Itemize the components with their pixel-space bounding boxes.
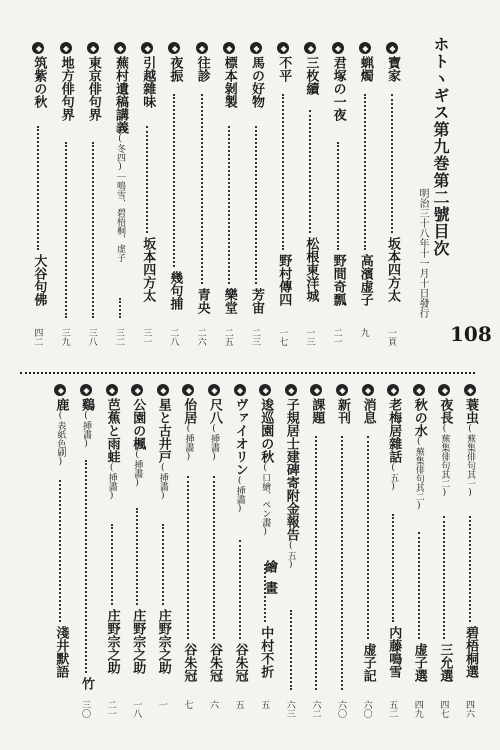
entry-author: 芳宙 xyxy=(249,288,264,314)
entry-author: 虚子記 xyxy=(360,643,376,682)
bullet-icon: ◆ xyxy=(261,385,271,395)
bullet-icon: ◆ xyxy=(389,385,399,395)
entry-title: 消息 xyxy=(360,398,376,424)
entry-title: 標本剝製 xyxy=(221,56,237,108)
entry-author: 大谷句佛 xyxy=(31,254,47,306)
entry-title: 馬の好物 xyxy=(249,56,264,108)
toc-entry xyxy=(334,384,352,724)
entry-page: 六三 xyxy=(284,700,295,718)
entry-page: 一八 xyxy=(131,700,142,718)
leader-dots xyxy=(290,610,292,690)
leader-dots xyxy=(85,460,87,673)
entry-title: 夜長 xyxy=(437,398,453,424)
entry-author: 竹 xyxy=(79,677,94,690)
entry-page: 五二 xyxy=(387,700,398,718)
toc-entry xyxy=(248,42,266,352)
entry-title: 老梅居雜話 xyxy=(386,398,402,463)
issue-date: 明治三十八年十一月十日發行 xyxy=(417,188,428,318)
toc-entry xyxy=(436,384,454,724)
entry-author: 虚子選 xyxy=(411,643,427,682)
entry-note: (口繪、ペン畵) xyxy=(260,463,271,537)
entry-page: 六〇 xyxy=(361,700,372,718)
entry-page: 三二 xyxy=(114,328,124,346)
entry-page: 二一 xyxy=(331,328,342,346)
entry-page: 一三 xyxy=(304,328,315,346)
toc-entry xyxy=(330,42,348,352)
bullet-icon: ◆ xyxy=(143,43,153,53)
bullet-icon: ◆ xyxy=(306,43,316,53)
illustrations-label: 繪畫 xyxy=(262,560,277,602)
bullet-icon: ◆ xyxy=(34,43,44,53)
toc-entry xyxy=(221,42,239,352)
entry-page: 四七 xyxy=(438,700,449,718)
entry-author: 碧梧桐選 xyxy=(463,626,478,678)
entry-title: 東京俳句界 xyxy=(85,56,101,121)
leader-dots xyxy=(201,94,203,284)
bullet-icon: ◆ xyxy=(235,385,245,395)
leader-dots xyxy=(119,298,121,318)
leader-dots xyxy=(37,126,39,250)
toc-entry xyxy=(129,384,147,724)
entry-page: 六二 xyxy=(310,700,321,718)
entry-note: (蕪集俳句其一) xyxy=(465,424,475,498)
entry-page: 三九 xyxy=(59,328,70,346)
toc-entry xyxy=(302,42,320,352)
entry-title: 秋の水 xyxy=(411,398,427,437)
leader-dots xyxy=(469,516,471,622)
toc-entry xyxy=(283,384,301,724)
entry-note: (挿畵) xyxy=(81,411,91,449)
entry-author: 樂堂 xyxy=(221,288,237,314)
entry-page: 一七 xyxy=(277,328,288,346)
entry-page: 七 xyxy=(182,700,193,709)
entry-note: (五) xyxy=(285,541,296,570)
bullet-icon: ◆ xyxy=(388,43,397,53)
entry-note: (挿畵) xyxy=(132,450,143,488)
entry-title: 星と古井戸 xyxy=(155,398,171,463)
entry-title: 蕪村遺稿講義 xyxy=(113,56,128,134)
entry-page: 四九 xyxy=(412,700,423,718)
entry-note: (挿畵) xyxy=(183,424,194,462)
toc-entry xyxy=(206,384,224,724)
bullet-icon: ◆ xyxy=(414,385,424,395)
toc-entry xyxy=(155,384,173,724)
entry-author: 谷朱冠 xyxy=(232,643,248,682)
entry-page: 二一 xyxy=(105,700,116,718)
toc-entry xyxy=(58,42,76,352)
entry-title: 尺八 xyxy=(207,398,222,424)
leader-dots xyxy=(65,142,67,318)
toc-entry xyxy=(52,384,70,724)
leader-dots xyxy=(187,476,189,639)
entry-page: 四二 xyxy=(32,328,43,346)
entry-note: (挿畵) xyxy=(234,476,245,514)
entry-title: 蝋燭 xyxy=(357,56,373,82)
entry-title: 往診 xyxy=(194,56,210,82)
leader-dots xyxy=(173,94,175,267)
bullet-icon: ◆ xyxy=(170,43,180,53)
toc-entry xyxy=(30,42,48,352)
entry-author: 中村不折 xyxy=(258,626,274,678)
entry-page: 九 xyxy=(358,328,369,337)
entry-author: 庄野宗之助 xyxy=(130,609,146,674)
entry-page: 四六 xyxy=(464,700,474,718)
leader-dots xyxy=(391,94,393,233)
leader-dots xyxy=(443,516,445,639)
entry-author: 淺井默語 xyxy=(53,626,69,678)
entry-note: (五) xyxy=(388,463,399,492)
leader-dots xyxy=(392,514,394,622)
entry-title: 芭蕉と雨蛙 xyxy=(104,398,120,463)
leader-dots xyxy=(146,126,148,233)
entry-note: (蕪集俳句其二) xyxy=(413,437,424,511)
entry-page: 三一 xyxy=(141,328,152,346)
toc-entry xyxy=(232,384,250,724)
entry-page: 五 xyxy=(233,700,244,709)
bullet-icon: ◆ xyxy=(56,385,66,395)
leader-dots xyxy=(418,532,420,639)
bullet-icon: ◆ xyxy=(333,43,343,53)
bullet-icon: ◆ xyxy=(466,385,475,395)
entry-page: 五 xyxy=(259,700,270,709)
toc-entry xyxy=(275,42,293,352)
entry-title: 筑紫の秋 xyxy=(31,56,47,108)
entry-page: 六〇 xyxy=(336,700,346,718)
toc-entry xyxy=(78,384,96,724)
leader-dots xyxy=(213,476,215,639)
entry-page: 三八 xyxy=(86,328,97,346)
entry-page: 三〇 xyxy=(80,700,90,718)
leader-dots xyxy=(228,126,230,284)
toc-entry xyxy=(462,384,480,724)
entry-author: 幾句捕 xyxy=(167,271,183,310)
entry-page: 一頁 xyxy=(386,328,396,346)
section-divider xyxy=(20,372,475,374)
magazine-title: ホトヽギス第九巻第二號目次 xyxy=(431,36,450,257)
entry-title: 蓑虫 xyxy=(463,398,478,424)
bullet-icon: ◆ xyxy=(158,385,168,395)
toc-entry xyxy=(139,42,157,352)
bullet-icon: ◆ xyxy=(107,385,117,395)
leader-dots xyxy=(264,564,266,622)
toc-entry xyxy=(385,384,403,724)
leader-dots xyxy=(341,436,343,690)
leader-dots xyxy=(367,436,369,639)
entry-author: 高濱虚子 xyxy=(357,254,373,306)
leader-dots xyxy=(337,142,339,250)
toc-entry xyxy=(180,384,198,724)
bullet-icon: ◆ xyxy=(88,43,98,53)
entry-page: 二五 xyxy=(222,328,233,346)
entry-title: 引越雜味 xyxy=(140,56,156,108)
leader-dots xyxy=(239,540,241,639)
entry-author: 青央 xyxy=(194,288,210,314)
entry-title: 鷄 xyxy=(79,398,94,411)
leader-dots xyxy=(282,94,284,250)
entry-page: 二六 xyxy=(195,328,206,346)
entry-title: 新刊 xyxy=(335,398,350,424)
entry-title: 夜振 xyxy=(167,56,183,82)
leader-dots xyxy=(315,436,317,690)
entry-title: 寶家 xyxy=(385,56,400,82)
entry-author: 野村傳四 xyxy=(276,254,292,306)
toc-entry xyxy=(384,42,402,352)
entry-page: 六 xyxy=(208,700,218,709)
leader-dots xyxy=(162,524,164,605)
entry-title: 逡巡園の秋 xyxy=(258,398,274,463)
entry-page: 二八 xyxy=(168,328,179,346)
entry-note: (蕪集俳句其二) xyxy=(439,424,450,498)
bullet-icon: ◆ xyxy=(363,385,373,395)
entry-note: (挿畵) xyxy=(106,463,117,501)
toc-entry xyxy=(308,384,326,724)
leader-dots xyxy=(255,126,257,284)
bullet-icon: ◆ xyxy=(116,43,125,53)
leader-dots xyxy=(59,480,61,622)
entry-title: ヴァイオリン xyxy=(232,398,248,476)
entry-page: 二三 xyxy=(250,328,260,346)
entry-title: 公園の楓 xyxy=(130,398,146,450)
entry-author: 谷朱冠 xyxy=(207,643,222,682)
leader-dots xyxy=(309,110,311,233)
entry-title: 佁居 xyxy=(181,398,197,424)
bullet-icon: ◆ xyxy=(184,385,194,395)
entry-title: 課題 xyxy=(309,398,325,424)
entry-title: 不平 xyxy=(276,56,292,82)
bullet-icon: ◆ xyxy=(133,385,143,395)
entry-title: 子規居士建碑寄附金報告 xyxy=(283,398,299,541)
entry-title: 三枚續 xyxy=(303,56,319,95)
entry-author: 庄野宗之助 xyxy=(155,609,171,674)
leader-dots xyxy=(111,524,113,605)
bullet-icon: ◆ xyxy=(252,43,261,53)
page-number: 108 xyxy=(450,322,492,346)
bullet-icon: ◆ xyxy=(360,43,370,53)
toc-entry xyxy=(104,384,122,724)
entry-note: (冬四) xyxy=(115,134,125,172)
bullet-icon: ◆ xyxy=(82,385,91,395)
bullet-icon: ◆ xyxy=(224,43,234,53)
bullet-icon: ◆ xyxy=(338,385,347,395)
entry-author: 谷朱冠 xyxy=(181,643,197,682)
entry-page: 一 xyxy=(156,700,167,709)
entry-author: 松根東洋城 xyxy=(303,237,319,302)
entry-title: 君塚の一夜 xyxy=(330,56,346,121)
leader-dots xyxy=(364,94,366,250)
bullet-icon: ◆ xyxy=(440,385,450,395)
bullet-icon: ◆ xyxy=(210,385,219,395)
entry-author: 三允選 xyxy=(437,643,453,682)
toc-entry xyxy=(257,384,275,724)
bullet-icon: ◆ xyxy=(197,43,207,53)
entry-note: (表紙色刷) xyxy=(55,411,66,467)
entry-title: 鹿 xyxy=(53,398,69,411)
bullet-icon: ◆ xyxy=(279,43,289,53)
bullet-icon: ◆ xyxy=(286,385,296,395)
toc-entry xyxy=(411,384,429,724)
toc-entry xyxy=(112,42,130,352)
toc-entry xyxy=(85,42,103,352)
entry-author: 坂本四方太 xyxy=(140,237,156,302)
entry-author: 庄野宗之助 xyxy=(104,609,120,674)
leader-dots xyxy=(136,508,138,605)
entry-author: 坂本四方太 xyxy=(385,237,400,302)
entry-note: (挿畵) xyxy=(157,463,168,501)
entry-contributors: ｜鳴雪、碧梧桐、虚子 xyxy=(115,172,125,262)
bullet-icon: ◆ xyxy=(61,43,71,53)
toc-entry xyxy=(357,42,375,352)
toc-entry xyxy=(166,42,184,352)
bullet-icon: ◆ xyxy=(312,385,322,395)
leader-dots xyxy=(92,142,94,318)
toc-entry xyxy=(194,42,212,352)
entry-author: 野間奇瓢 xyxy=(330,254,346,306)
entry-note: (挿畵) xyxy=(209,424,219,462)
toc-entry xyxy=(360,384,378,724)
entry-author: 内藤鳴雪 xyxy=(386,626,402,678)
entry-title: 地方俳句界 xyxy=(58,56,74,121)
